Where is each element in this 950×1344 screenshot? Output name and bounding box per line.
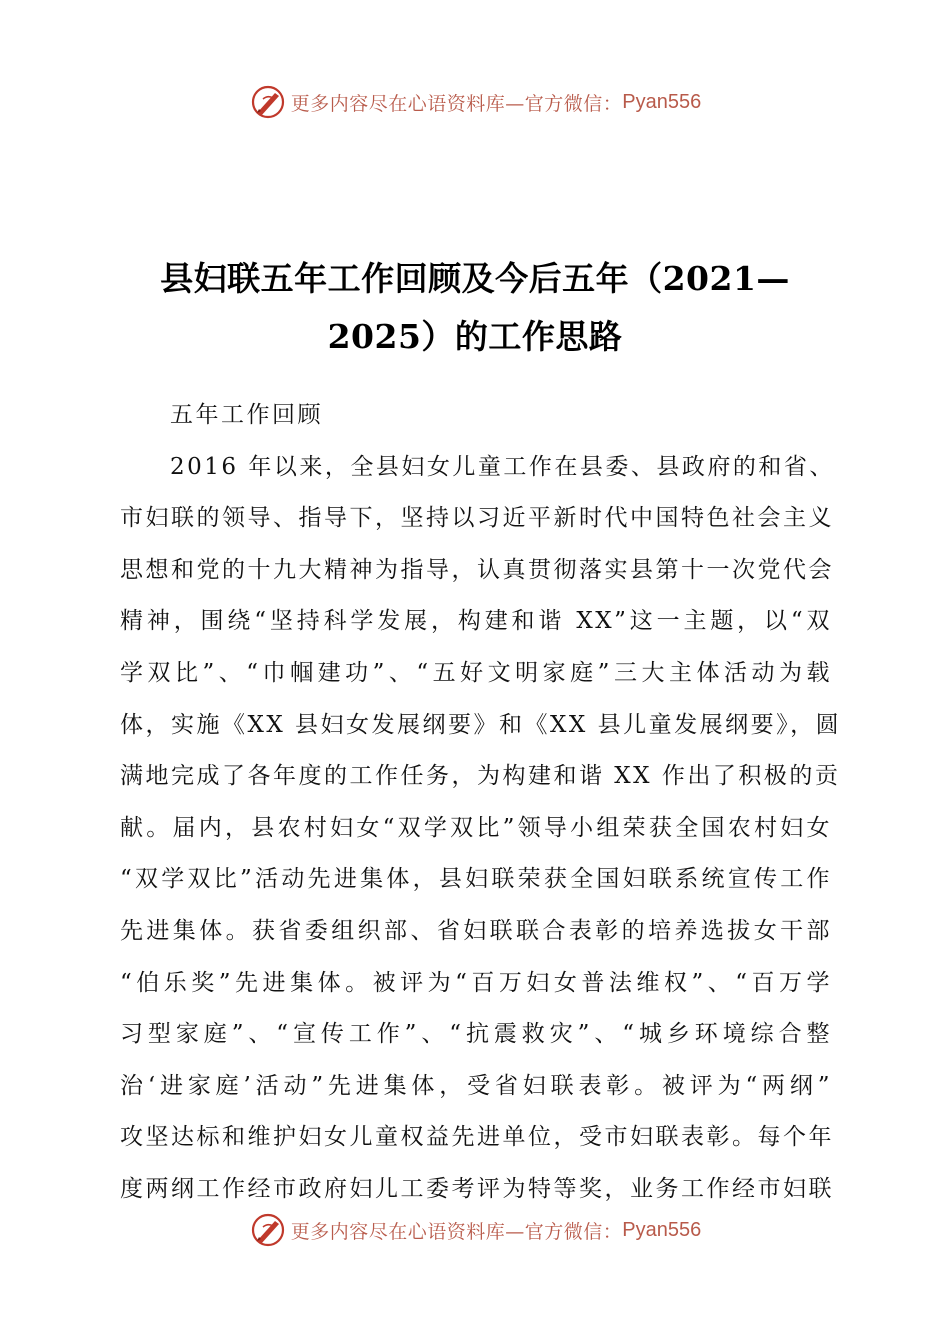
watermark-handle: Pyan556 [622,90,702,113]
body-line: 度两纲工作经市政府妇儿工委考评为特等奖，业务工作经市妇联 [120,1175,834,1202]
body-line: 体，实施《XX 县妇女发展纲要》和《XX 县儿童发展纲要》，圆 [120,711,842,738]
body-line: 满地完成了各年度的工作任务，为构建和谐 XX 作出了积极的贡 [120,763,841,790]
body-line: 治‘进家庭’活动”先进集体，受省妇联表彰。被评为“两纲” [120,1072,832,1099]
pen-logo-icon [249,1211,287,1249]
body-line: 学双比”、“巾帼建功”、“五好文明家庭”三大主体活动为载 [120,659,832,686]
footer-watermark [0,1208,950,1252]
body-line: 思想和党的十九大精神为指导，认真贯彻落实县第十一次党代会 [120,556,834,583]
watermark-text: 更多内容尽在心语资料库—官方微信： [290,1220,623,1243]
section-heading: 五年工作回顾 [170,402,323,428]
body-line: 习型家庭”、“宣传工作”、“抗震救灾”、“城乡环境综合整 [120,1021,832,1048]
body-line: 市妇联的领导、指导下，坚持以习近平新时代中国特色社会主义 [120,505,834,532]
body-line: 攻坚达标和维护妇女儿童权益先进单位，受市妇联表彰。每个年 [120,1124,834,1151]
body-line: 献。届内，县农村妇女“双学双比”领导小组荣获全国农村妇女 [120,814,832,841]
title-line-2: 2025）的工作思路 [327,317,623,356]
watermark-handle: Pyan556 [622,1218,702,1241]
document-title [120,250,830,366]
document-body [120,390,842,1216]
body-line: “伯乐奖”先进集体。被评为“百万妇女普法维权”、“百万学 [120,969,832,996]
body-line: 先进集体。获省委组织部、省妇联联合表彰的培养选拔女干部 [120,917,832,944]
body-line: “双学双比”活动先进集体，县妇联荣获全国妇联系统宣传工作 [120,866,832,893]
watermark-text: 更多内容尽在心语资料库—官方微信： [290,92,623,115]
body-line: 精神，围绕“坚持科学发展，构建和谐 XX”这一主题，以“双 [120,608,832,635]
header-watermark [0,80,950,124]
title-line-1: 县妇联五年工作回顾及今后五年（2021— [160,259,790,298]
body-line: 2016 年以来，全县妇女儿童工作在县委、县政府的和省、 [170,453,835,480]
pen-logo-icon [249,83,287,121]
